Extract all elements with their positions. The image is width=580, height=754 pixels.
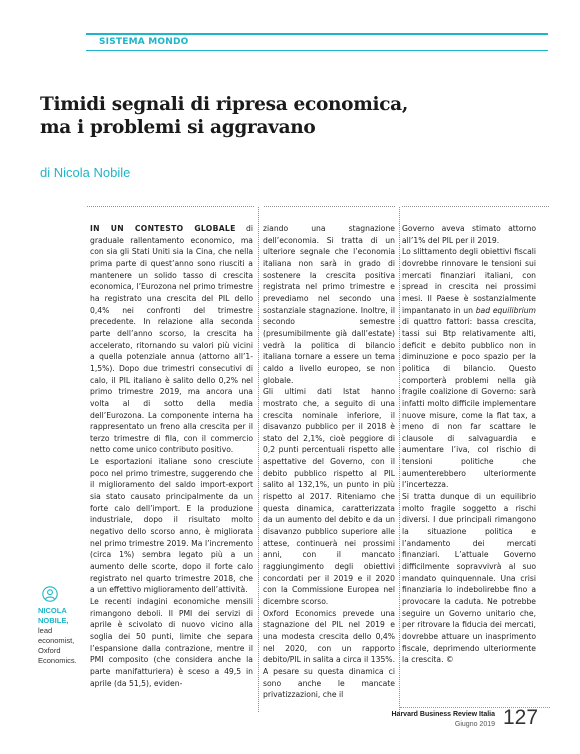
paragraph-3: Le recenti indagini economiche mensili rimangono deboli. Il PMI dei servizi di aprile è scivolato di nuovo vicino alla soglia dei 50 punti, limite che separa l’espansione dalla contrazione, mentre il PMI composito (che considera anche la parte manifatturiera) è sceso a 49,5 in aprile (da 51,5), eviden- (90, 597, 253, 688)
top-rule-2 (264, 206, 395, 208)
author-role: lead economist, Oxford Economics. (38, 626, 77, 665)
column-divider-2 (399, 207, 400, 712)
paragraph-8-text: Lo slittamento degli obiettivi fiscali dovrebbe rinnovare le tensioni sui mercati finanziari italiani, con spread in crescita nei prossimi mesi. Il Paese è sostanzialmente impantanato in un (402, 247, 536, 315)
paragraph-1-text: di graduale rallentamento economico, ma con sia gli Stati Uniti sia la Cina, che nella prima parte di quest’anno sono riusciti a mantenere un solido tasso di crescita economica, l’Eurozona nel primo trimestre ha registrato una crescita del PIL dello 0,4% nei confronti del trimestre precedente. In relazione alla seconda parte dell’anno scorso, la crescita ha accelerato, ritornando su valori più vicini a quella potenziale annua (attorno all’1-1,5%). Dopo due trimestri consecutivi di calo, il PIL italiano è salito dello 0,2% nel primo trimestre 2019, ma ancora una volta al di sotto della media dell’Eurozona. La componente interna ha rappresentato un freno alla crescita per il terzo trimestre di fila, con il commercio netto come unico contributo positivo. (90, 224, 254, 455)
paragraph-8-rest: di quattro fattori: bassa crescita, tassi sui Btp relativamente alti, deficit e debito pubblico non in diminuzione e poco spazio per la politica di bilancio. Questo comporterà problemi nella già fragile coalizione di Governo: sarà infatti molto difficile implementare nuove misure, come la flat tax, a meno di non far scattare le clausole di salvaguardia e aumentare l’iva, col rischio di tensioni politiche che aumenterebbero ulteriormente l’incertezza. (402, 317, 536, 490)
top-rule-1 (87, 206, 254, 208)
author-block (38, 606, 86, 666)
paragraph-1 (90, 223, 253, 456)
paragraph-2: Le esportazioni italiane sono cresciute poco nel primo trimestre, suggerendo che il miglioramento del saldo import-export sia stato causato principalmente da un forte calo dell’import. E la produzione industriale, dopo il risultato molto negativo dello scorso anno, è migliorata nel primo trimestre 2019. Ma l’incremento (circa 1%) sembra legato più a un aumento delle scorte, dopo il forte calo registrato nel quarto trimestre 2018, che a un effettivo miglioramento dell’attività. (90, 457, 253, 595)
paragraph-4: ziando una stagnazione dell’economia. Si tratta di un ulteriore segnale che l’economia italiana non sarà in grado di sostenere la crescita positiva registrata nel primo trimestre e prevediamo nel secondo una sostanziale stagnazione. Inoltre, il secondo semestre (presumibilmente già dall’estate) vedrà la politica di bilancio italiana tornare a essere un tema caldo a livello europeo, se non globale. (263, 224, 395, 385)
article-column-3 (402, 223, 536, 666)
section-label: SISTEMA MONDO (99, 37, 189, 47)
paragraph-9-text: Si tratta dunque di un equilibrio molto fragile soggetto a rischi diversi. I due principali rimangono la situazione politica e l’andamento dei mercati finanziari. L’attuale Governo difficilmente sopravvivrà al suo mandato quinquennale. Una crisi finanziaria lo indebolirebbe fino a provocare la caduta. Ne potrebbe seguire un Governo unitario che, per ritrovare la fiducia dei mercati, dovrebbe attuare un inasprimento fiscale, deprimendo ulteriormente la crescita. (402, 492, 536, 665)
author-name-line-2: NOBILE, (38, 616, 69, 625)
italic-term: bad equilibrium (475, 305, 536, 315)
footer-date: Giugno 2019 (454, 721, 495, 728)
paragraph-5: Gli ultimi dati Istat hanno mostrato che, a seguito di una crescita nominale inferiore, il disavanzo pubblico per il 2018 è stato del 2,1%, cioè peggiore di 0,2 punti percentuali rispetto alle aspettative del Governo, con il debito pubblico rispetto al PIL salito al 132,1%, un punto in più rispetto al 2017. Riteniamo che questa dinamica, caratterizzata da un aumento del debito e da un disavanzo pubblico superiore alle attese, continuerà nei prossimi anni, con il mancato raggiungimento degli obiettivi concordati per il 2019 e il 2020 con la Commissione Europea nel dicembre scorso. (263, 387, 395, 606)
article-column-1 (90, 223, 253, 689)
column-divider-1 (258, 207, 259, 712)
paragraph-9 (402, 491, 536, 666)
end-mark-icon: © (445, 655, 454, 665)
article-column-2 (263, 223, 395, 701)
paragraph-6: Oxford Economics prevede una stagnazione del PIL nel 2019 e una modesta crescita dello 0,4% nel 2020, con un rapporto debito/PIL in salita a circa il 135%. A pesare su questa dinamica ci sono anche le mancate privatizzazioni, che il (263, 608, 395, 700)
footer-publication: Harvard Business Review Italia (391, 711, 495, 718)
article-title (40, 93, 500, 139)
lead-in: IN UN CONTESTO GLOBALE (90, 224, 236, 233)
page-number: 127 (503, 706, 539, 729)
paragraph-7: Governo aveva stimato attorno all’1% del PIL per il 2019. (402, 224, 536, 245)
author-name-line-1: NICOLA (38, 606, 67, 615)
byline: di Nicola Nobile (40, 165, 131, 180)
title-line-2: ma i problemi si aggravano (40, 117, 316, 138)
paragraph-8 (402, 246, 536, 491)
section-header-bar (86, 33, 548, 51)
title-line-1: Timidi segnali di ripresa economica, (40, 94, 408, 115)
person-circle-icon (42, 586, 58, 602)
top-rule-3 (402, 206, 549, 208)
